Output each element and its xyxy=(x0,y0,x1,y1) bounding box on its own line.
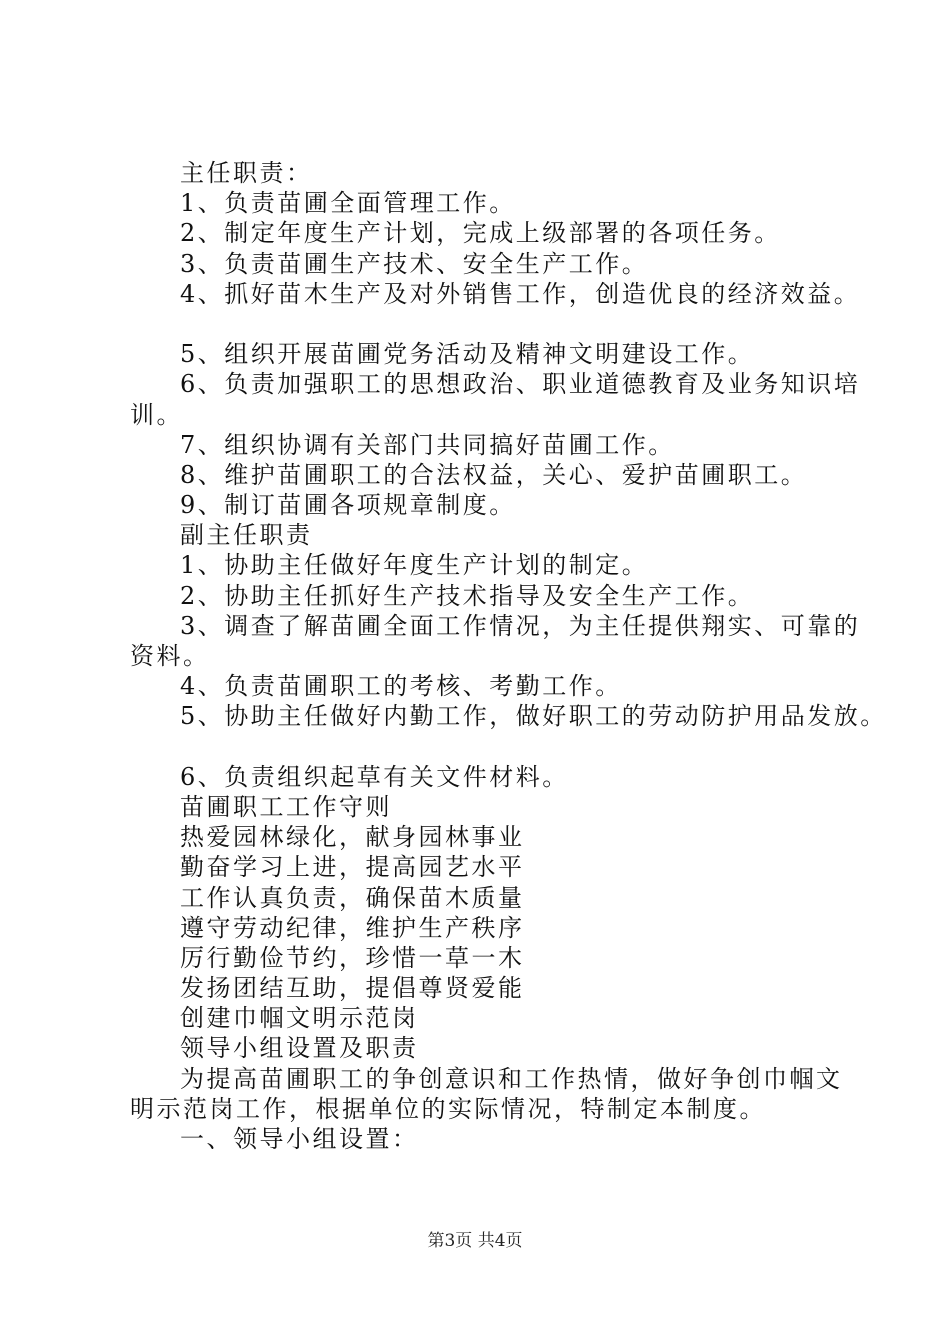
deputy-item-3: 3、调查了解苗圃全面工作情况，为主任提供翔实、可靠的 xyxy=(180,611,861,640)
director-item-1: 1、负责苗圃全面管理工作。 xyxy=(180,189,516,218)
director-item-3: 3、负责苗圃生产技术、安全生产工作。 xyxy=(180,249,649,278)
director-item-4: 4、抓好苗木生产及对外销售工作，创造优良的经济效益。 xyxy=(180,279,861,308)
director-item-5: 5、组织开展苗圃党务活动及精神文明建设工作。 xyxy=(180,340,755,369)
deputy-item-1: 1、协助主任做好年度生产计划的制定。 xyxy=(180,551,649,580)
rule-item-3: 工作认真负责，确保苗木质量 xyxy=(180,883,525,912)
director-item-8: 8、维护苗圃职工的合法权益，关心、爱护苗圃职工。 xyxy=(180,460,808,489)
rule-item-5: 厉行勤俭节约，珍惜一草一木 xyxy=(180,943,525,972)
deputy-item-6: 6、负责组织起草有关文件材料。 xyxy=(180,762,569,791)
rules-heading: 苗圃职工工作守则 xyxy=(180,792,392,821)
blank-line xyxy=(0,309,950,339)
blank-line xyxy=(0,732,950,762)
director-heading: 主任职责： xyxy=(180,159,313,187)
deputy-item-5: 5、协助主任做好内勤工作，做好职工的劳动防护用品发放。 xyxy=(180,702,887,731)
deputy-item-2: 2、协助主任抓好生产技术指导及安全生产工作。 xyxy=(180,581,755,610)
director-item-6-continued: 训。 xyxy=(130,400,183,429)
page-footer: 第3页 共4页 xyxy=(427,1231,523,1251)
model-post-section-1: 一、领导小组设置： xyxy=(180,1125,419,1153)
director-item-2: 2、制定年度生产计划，完成上级部署的各项任务。 xyxy=(180,219,781,248)
model-post-paragraph-line-2: 明示范岗工作，根据单位的实际情况，特制定本制度。 xyxy=(130,1094,766,1123)
rule-item-4: 遵守劳动纪律，维护生产秩序 xyxy=(180,913,525,942)
deputy-item-3-continued: 资料。 xyxy=(130,642,210,670)
director-item-6: 6、负责加强职工的思想政治、职业道德教育及业务知识培 xyxy=(180,370,861,399)
rule-item-2: 勤奋学习上进，提高园艺水平 xyxy=(180,853,525,882)
model-post-heading: 创建巾帼文明示范岗 xyxy=(180,1004,419,1033)
model-post-paragraph-line-1: 为提高苗圃职工的争创意识和工作热情，做好争创巾帼文 xyxy=(180,1064,843,1093)
deputy-heading: 副主任职责 xyxy=(180,521,313,550)
deputy-item-4: 4、负责苗圃职工的考核、考勤工作。 xyxy=(180,672,622,701)
director-item-7: 7、组织协调有关部门共同搞好苗圃工作。 xyxy=(180,430,675,459)
director-item-9: 9、制订苗圃各项规章制度。 xyxy=(180,491,516,520)
model-post-subheading: 领导小组设置及职责 xyxy=(180,1034,419,1063)
document-body xyxy=(0,158,950,1154)
rule-item-6: 发扬团结互助，提倡尊贤爱能 xyxy=(180,974,525,1003)
rule-item-1: 热爱园林绿化，献身园林事业 xyxy=(180,823,525,852)
